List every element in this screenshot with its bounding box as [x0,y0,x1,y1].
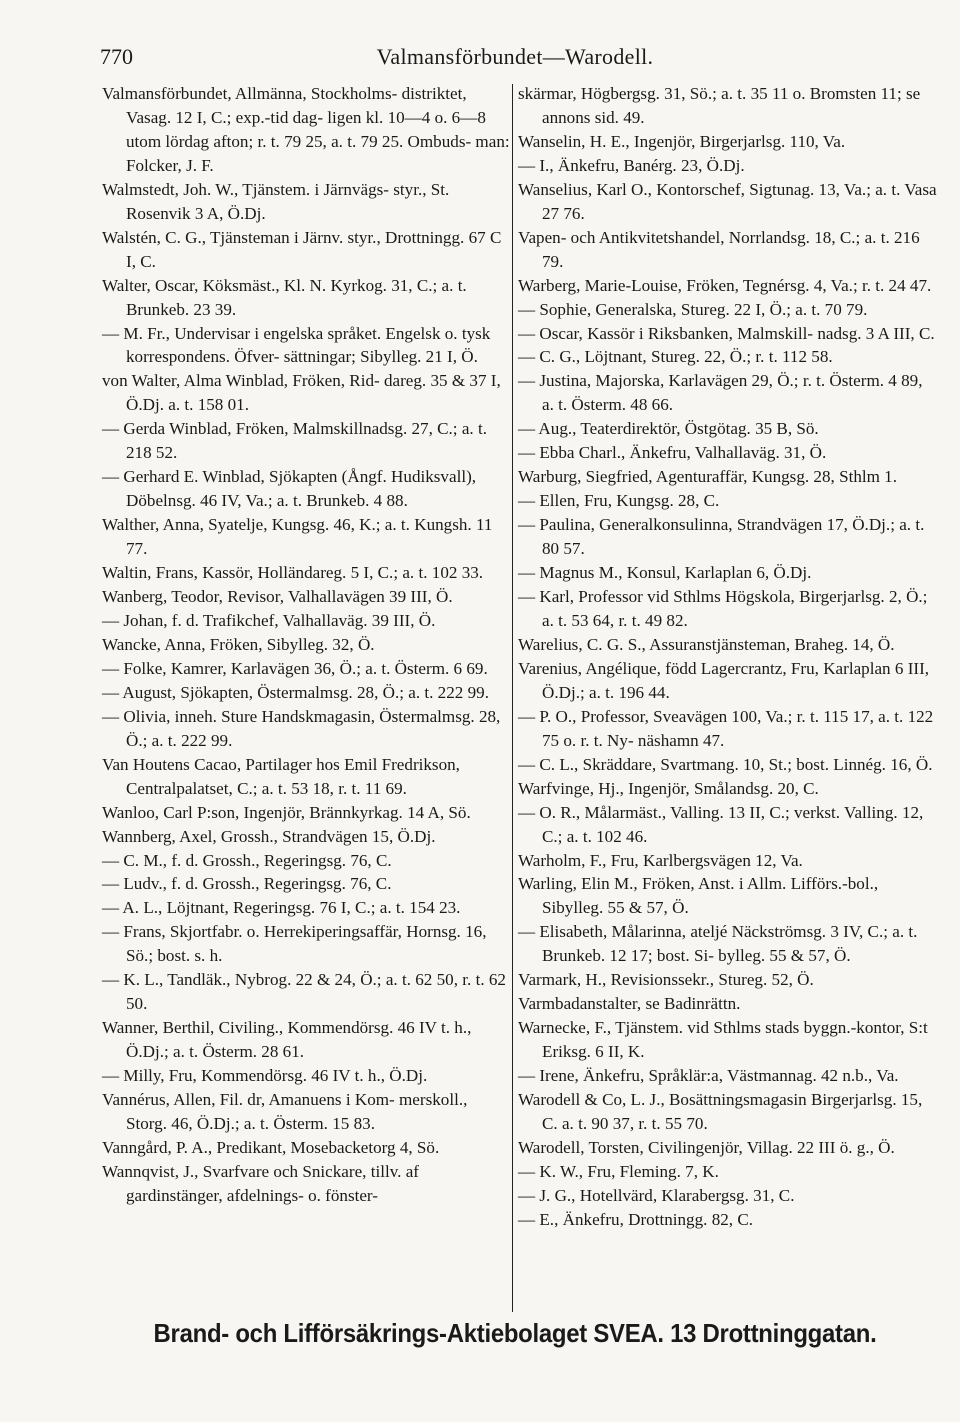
directory-entry: — Frans, Skjortfabr. o. Herrekiperingsaffär, Hornsg. 16, Sö.; bost. s. h. [102,922,487,966]
directory-entry: — K. W., Fru, Fleming. 7, K. [518,1161,719,1181]
directory-entry: — P. O., Professor, Sveavägen 100, Va.; r. t. 115 17, a. t. 122 75 o. r. t. Ny- näshamn 47. [518,706,934,750]
directory-entry: — Aug., Teaterdirektör, Östgötag. 35 B, Sö. [518,419,819,439]
directory-entry: — August, Sjökapten, Östermalmsg. 28, Ö.; a. t. 222 99. [102,682,489,702]
directory-entry: — Johan, f. d. Trafikchef, Valhallaväg. 39 III, Ö. [102,610,436,630]
directory-entry: — I., Änkefru, Banérg. 23, Ö.Dj. [518,155,745,175]
directory-entry: Walther, Anna, Syatelje, Kungsg. 46, K.; a. t. Kungsh. 11 77. [102,515,493,559]
directory-entry: — Ebba Charl., Änkefru, Valhallaväg. 31, Ö. [518,443,827,463]
column-divider [512,84,513,1312]
directory-entry: Varenius, Angélique, född Lagercrantz, Fru, Karlaplan 6 III, Ö.Dj.; a. t. 196 44. [518,658,930,702]
directory-entry: Varmark, H., Revisionssekr., Stureg. 52, Ö. [518,970,814,990]
directory-entry: Warling, Elin M., Fröken, Anst. i Allm. Lifförs.-bol., Sibylleg. 55 & 57, Ö. [518,874,879,918]
directory-entry: von Walter, Alma Winblad, Fröken, Rid- dareg. 35 & 37 I, Ö.Dj. a. t. 158 01. [102,371,501,415]
directory-entry: Warodell, Torsten, Civilingenjör, Villag. 22 III ö. g., Ö. [518,1137,895,1157]
directory-entry: Warfvinge, Hj., Ingenjör, Smålandsg. 20, C. [518,778,819,798]
directory-entry: — E., Änkefru, Drottningg. 82, C. [518,1209,754,1229]
directory-entry: — Paulina, Generalkonsulinna, Strandvägen 17, Ö.Dj.; a. t. 80 57. [518,515,925,559]
directory-entry: — Ellen, Fru, Kungsg. 28, C. [518,491,720,511]
directory-entry: Walmstedt, Joh. W., Tjänstem. i Järnvägs- styr., St. Rosenvik 3 A, Ö.Dj. [102,179,450,223]
directory-entry: Warholm, F., Fru, Karlbergsvägen 12, Va. [518,850,803,870]
directory-entry: Vapen- och Antikvitetshandel, Norrlandsg. 18, C.; a. t. 216 79. [518,227,920,271]
directory-entry: — Ludv., f. d. Grossh., Regeringsg. 76, C. [102,874,392,894]
directory-entry: Wanselin, H. E., Ingenjör, Birgerjarlsg. 110, Va. [518,131,846,151]
directory-entry: Warelius, C. G. S., Assuranstjänsteman, Braheg. 14, Ö. [518,634,895,654]
directory-entry: Walter, Oscar, Köksmäst., Kl. N. Kyrkog. 31, C.; a. t. Brunkeb. 23 39. [102,275,467,319]
directory-entry: — J. G., Hotellvärd, Klarabergsg. 31, C. [518,1185,795,1205]
directory-entry: Walstén, C. G., Tjänsteman i Järnv. styr., Drottningg. 67 C I, C. [102,227,502,271]
directory-entry: — Folke, Kamrer, Karlavägen 36, Ö.; a. t. Österm. 6 69. [102,658,488,678]
page-header [100,44,930,74]
directory-entry: — K. L., Tandläk., Nybrog. 22 & 24, Ö.; a. t. 62 50, r. t. 62 50. [102,970,506,1014]
directory-entry: Van Houtens Cacao, Partilager hos Emil Fredrikson, Centralpalatset, C.; a. t. 53 18, r. t. 11 69. [102,754,460,798]
directory-entry: — Karl, Professor vid Sthlms Högskola, Birgerjarlsg. 2, Ö.; a. t. 53 64, r. t. 49 82. [518,587,928,630]
directory-entry: — O. R., Målarmäst., Valling. 13 II, C.; verkst. Valling. 12, C.; a. t. 102 46. [518,802,924,846]
directory-entry: Wanselius, Karl O., Kontorschef, Sigtunag. 13, Va.; a. t. Vasa 27 76. [518,179,937,223]
directory-entry: — Justina, Majorska, Karlavägen 29, Ö.; r. t. Österm. 4 89, a. t. Österm. 48 66. [518,371,923,415]
directory-entry: Wanner, Berthil, Civiling., Kommendörsg. 46 IV t. h., Ö.Dj.; a. t. Österm. 28 61. [102,1018,472,1062]
directory-entry: Wanberg, Teodor, Revisor, Valhallavägen 39 III, Ö. [102,587,453,607]
directory-entry: — C. G., Löjtnant, Stureg. 22, Ö.; r. t. 112 58. [518,347,833,367]
directory-entry: — M. Fr., Undervisar i engelska språket. Engelsk o. tysk korrespondens. Öfver- sättningar; Sibylleg. 21 I, Ö. [102,323,491,367]
directory-entry: — C. L., Skräddare, Svartmang. 10, St.; bost. Linnég. 16, Ö. [518,754,933,774]
left-column [102,82,510,1208]
directory-entry: Warnecke, F., Tjänstem. vid Sthlms stads byggn.-kontor, S:t Eriksg. 6 II, K. [518,1018,928,1062]
directory-entry: Valmansförbundet, Allmänna, Stockholms- distriktet, Vasag. 12 I, C.; exp.-tid dag- ligen kl. 10—4 o. 6—8 utom lördag afton; r. t. 79 25, a. t. 79 25. Ombuds- man: Folcker, J. F. [102,84,510,175]
running-title: Valmansförbundet—Warodell. [376,44,654,69]
directory-entry: Wannberg, Axel, Grossh., Strandvägen 15, Ö.Dj. [102,826,436,846]
footer-advertisement: Brand- och Lifförsäkrings-Aktiebolaget SVEA. 13 Drottninggatan. [153,1318,877,1348]
directory-entry: Warburg, Siegfried, Agenturaffär, Kungsg. 28, Sthlm 1. [518,467,898,487]
directory-entry: — C. M., f. d. Grossh., Regeringsg. 76, C. [102,850,392,870]
directory-entry: Varmbadanstalter, se Badinrättn. [518,994,741,1014]
directory-entry: Vanngård, P. A., Predikant, Mosebacketorg 4, Sö. [102,1137,440,1157]
directory-entry: Waltin, Frans, Kassör, Holländareg. 5 I, C.; a. t. 102 33. [102,563,484,583]
directory-entry: Vannérus, Allen, Fil. dr, Amanuens i Kom- merskoll., Storg. 46, Ö.Dj.; a. t. Österm. 15 83. [102,1090,468,1133]
directory-entry: — Milly, Fru, Kommendörsg. 46 IV t. h., Ö.Dj. [102,1066,428,1086]
right-column [518,82,938,1232]
directory-entry: — Magnus M., Konsul, Karlaplan 6, Ö.Dj. [518,563,812,583]
directory-entry: — Sophie, Generalska, Stureg. 22 I, Ö.; a. t. 70 79. [518,299,868,319]
directory-entry: — Irene, Änkefru, Språklär:a, Västmannag. 42 n.b., Va. [518,1066,899,1086]
directory-entry: Wancke, Anna, Fröken, Sibylleg. 32, Ö. [102,634,375,654]
directory-entry: — A. L., Löjtnant, Regeringsg. 76 I, C.; a. t. 154 23. [102,898,461,918]
directory-entry: skärmar, Högbergsg. 31, Sö.; a. t. 35 11 o. Bromsten 11; se annons sid. 49. [518,84,921,127]
directory-entry: — Gerda Winblad, Fröken, Malmskillnadsg. 27, C.; a. t. 218 52. [102,419,487,463]
page-number: 770 [100,44,133,69]
directory-entry: — Oscar, Kassör i Riksbanken, Malmskill- nadsg. 3 A III, C. [518,323,935,343]
directory-entry: Wannqvist, J., Svarfvare och Snickare, tillv. af gardinstänger, afdelnings- o. fönster- [102,1161,419,1205]
directory-entry: Warberg, Marie-Louise, Fröken, Tegnérsg. 4, Va.; r. t. 24 47. [518,275,932,295]
directory-entry: Wanloo, Carl P:son, Ingenjör, Brännkyrkag. 14 A, Sö. [102,802,471,822]
directory-entry: — Olivia, inneh. Sture Handskmagasin, Östermalmsg. 28, Ö.; a. t. 222 99. [102,706,501,750]
directory-entry: — Elisabeth, Målarinna, ateljé Näckströmsg. 3 IV, C.; a. t. Brunkeb. 12 17; bost. Si- bylleg. 55 & 57, Ö. [518,922,918,966]
directory-entry: — Gerhard E. Winblad, Sjökapten (Ångf. Hudiksvall), Döbelnsg. 46 IV, Va.; a. t. Brunkeb. 4 88. [102,467,477,511]
directory-entry: Warodell & Co, L. J., Bosättningsmagasin Birgerjarlsg. 15, C. a. t. 90 37, r. t. 55 70. [518,1090,923,1133]
